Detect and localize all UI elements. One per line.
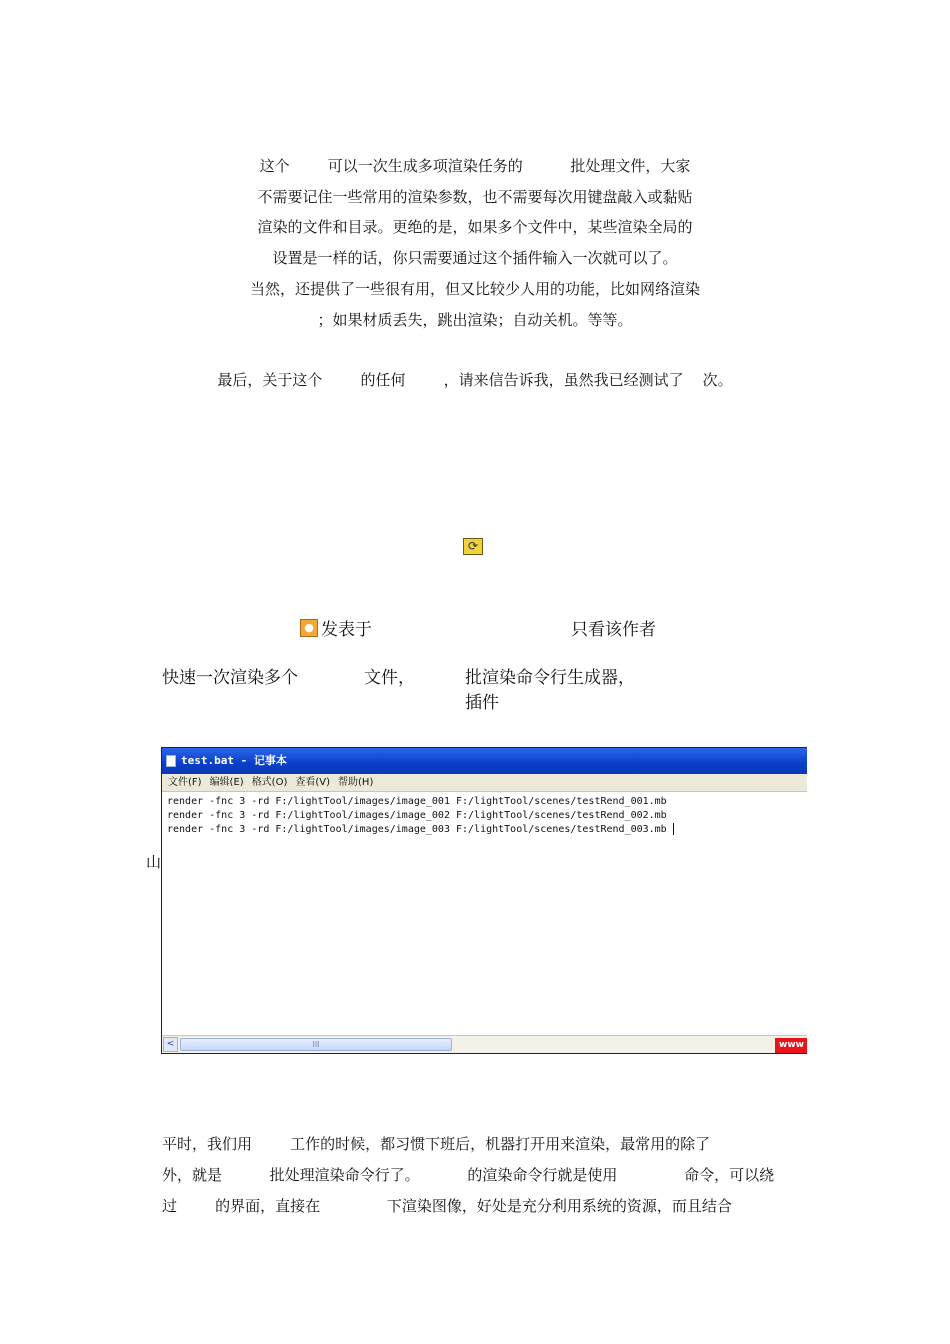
notepad-line-2: render -fnc 3 -rd F:/lightTool/images/image_002 F:/lightTool/scenes/testRend_002.mb (167, 810, 667, 821)
body-line-1: 平时，我们用 工作的时候，都习惯下班后，机器打开用来渲染，最常用的除了 (162, 1135, 711, 1153)
notepad-text-area[interactable] (162, 792, 807, 840)
scroll-left-arrow-icon[interactable]: < (163, 1037, 178, 1052)
body-line-2: 外，就是 批处理渲染命令行了。 的渲染命令行就是使用 命令，可以绕 (162, 1166, 775, 1184)
text-cursor (673, 823, 674, 835)
intro-line-4: 设置是一样的话，你只需要通过这个插件输入一次就可以了。 (272, 249, 678, 267)
intro-line-1: 这个 可以一次生成多项渲染任务的 批处理文件，大家 (259, 157, 691, 175)
intro-line-5: 当然，还提供了一些很有用，但又比较少人用的功能，比如网络渲染 (249, 280, 700, 298)
notepad-titlebar (162, 748, 807, 774)
stray-char: 山 (146, 853, 162, 871)
notepad-doc-icon (166, 755, 176, 767)
menu-edit[interactable]: 编辑(E) (209, 777, 244, 788)
post-title-part3: 批渲染命令行生成器， (465, 668, 635, 688)
notepad-window (161, 747, 807, 1054)
menu-view[interactable]: 查看(V) (295, 777, 331, 788)
intro-line-3: 渲染的文件和目录。更绝的是，如果多个文件中，某些渲染全局的 (257, 218, 693, 236)
watermark: www (775, 1038, 807, 1053)
refresh-icon[interactable]: ⟳ (463, 538, 483, 555)
only-author-link[interactable]: 只看该作者 (571, 620, 656, 640)
body-line-3: 过 的界面，直接在 下渲染图像，好处是充分利用系统的资源，而且结合 (162, 1197, 732, 1215)
notepad-line-1: render -fnc 3 -rd F:/lightTool/images/image_001 F:/lightTool/scenes/testRend_001.mb (167, 796, 667, 807)
menu-format[interactable]: 格式(O) (251, 777, 288, 788)
menu-file[interactable]: 文件(F) (168, 777, 202, 788)
user-icon: ● (300, 619, 318, 637)
menu-help[interactable]: 帮助(H) (338, 777, 374, 788)
intro-line-6: ；如果材质丢失，跳出渲染；自动关机。等等。 (317, 311, 633, 329)
scroll-thumb[interactable]: III (180, 1038, 452, 1051)
post-title-part2: 文件， (364, 668, 415, 688)
post-title-part1: 快速一次渲染多个 (162, 668, 298, 688)
intro-closing: 最后，关于这个 的任何 ，请来信告诉我，虽然我已经测试了 次。 (217, 371, 733, 389)
notepad-line-3: render -fnc 3 -rd F:/lightTool/images/image_003 F:/lightTool/scenes/testRend_003.mb (167, 824, 667, 835)
horizontal-scrollbar[interactable] (162, 1035, 807, 1053)
posted-label: 发表于 (321, 620, 372, 640)
intro-line-2: 不需要记住一些常用的渲染参数，也不需要每次用键盘敲入或黏贴 (257, 188, 693, 206)
notepad-title: test.bat - 记事本 (181, 754, 287, 767)
post-title-part4: 插件 (465, 693, 499, 713)
notepad-menubar (162, 774, 807, 792)
